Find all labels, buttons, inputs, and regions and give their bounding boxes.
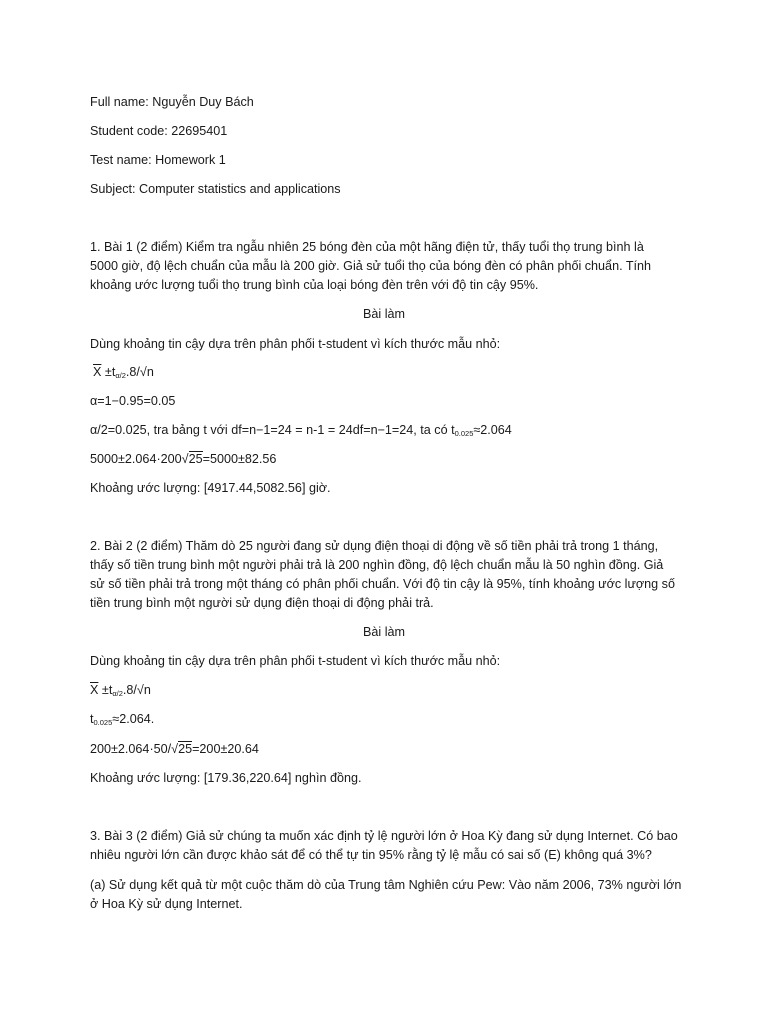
student-code: Student code: 22695401 xyxy=(90,124,228,138)
problem1-method: Dùng khoảng tin cậy dựa trên phân phối t-student vì kích thước mẫu nhỏ: xyxy=(90,337,501,351)
test-name: Test name: Homework 1 xyxy=(90,153,226,167)
problem1-calculation: 5000±2.064·200√25=5000±82.56 xyxy=(90,452,277,466)
problem3-question-line: nhiêu người lớn cần được khảo sát để có thể tự tin 95% rằng tỷ lệ mẫu có sai số (E) không quá 3%? xyxy=(90,848,652,862)
problem3-part-a-line: (a) Sử dụng kết quả từ một cuộc thăm dò của Trung tâm Nghiên cứu Pew: Vào năm 2006, 73% người lớn xyxy=(90,878,682,892)
problem3-question-line: 3. Bài 3 (2 điểm) Giả sử chúng ta muốn xác định tỷ lệ người lớn ở Hoa Kỳ đang sử dụng Internet. Có bao xyxy=(90,829,678,843)
problem2-calculation: 200±2.064·50/√25=200±20.64 xyxy=(90,742,259,756)
problem2-question-line: tiền trung bình một người sử dụng điện thoại di động phải trả. xyxy=(90,596,434,610)
problem1-alpha: α=1−0.95=0.05 xyxy=(90,394,176,408)
problem1-question-line: khoảng ước lượng tuổi thọ trung bình của loại bóng đèn trên với độ tin cậy 95%. xyxy=(90,278,539,292)
problem1-t-value: α/2=0.025, tra bảng t với df=n−1=24 = n-1 = 24df=n−1=24, ta có $t_{0.025}\approx 2.064$ xyxy=(90,423,512,438)
problem2-result: Khoảng ước lượng: [179.36,220.64] nghìn đồng. xyxy=(90,771,362,785)
problem2-t-value: $t_{0.025}\approx 2.064$. xyxy=(90,712,155,727)
problem2-method: Dùng khoảng tin cậy dựa trên phân phối t-student vì kích thước mẫu nhỏ: xyxy=(90,654,501,668)
problem2-question-line: 2. Bài 2 (2 điểm) Thăm dò 25 người đang sử dụng điện thoại di động về số tiền phải trả trong 1 tháng, xyxy=(90,539,659,553)
problem1-question-line: 1. Bài 1 (2 điểm) Kiểm tra ngẫu nhiên 25 bóng đèn của một hãng điện tử, thấy tuổi thọ trung bình là xyxy=(90,240,644,254)
problem1-formula: $\overline{X} \pm t_{\alpha/2}.8/√n$ xyxy=(93,365,154,380)
xbar-symbol: $\overline{X}$ xyxy=(93,365,102,379)
problem1-question-line: 5000 giờ, độ lệch chuẩn của mẫu là 200 giờ. Giả sử tuổi thọ của bóng đèn có phân phối chuẩn. Tính xyxy=(90,259,652,273)
problem2-question-line: sử số tiền phải trả trong một tháng có phân phối chuẩn. Với độ tin cậy là 95%, tính khoảng ước lượng số xyxy=(90,577,675,591)
subject: Subject: Computer statistics and applications xyxy=(90,182,341,196)
problem1-result: Khoảng ước lượng: [4917.44,5082.56] giờ. xyxy=(90,481,331,495)
full-name: Full name: Nguyễn Duy Bách xyxy=(90,95,254,109)
problem2-formula: $\overline{X} \pm t_{\alpha/2}.8/√n$ xyxy=(90,683,151,698)
xbar-symbol: $\overline{X}$ xyxy=(90,683,99,697)
problem1-solution-heading: Bài làm xyxy=(363,307,405,321)
problem3-part-a-line: ở Hoa Kỳ sử dụng Internet. xyxy=(90,897,243,911)
problem2-solution-heading: Bài làm xyxy=(363,625,405,639)
problem2-question-line: thấy số tiền trung bình một người phải trả là 200 nghìn đồng, độ lệch chuẩn mẫu là 50 nghìn đồng. Giả xyxy=(90,558,664,572)
